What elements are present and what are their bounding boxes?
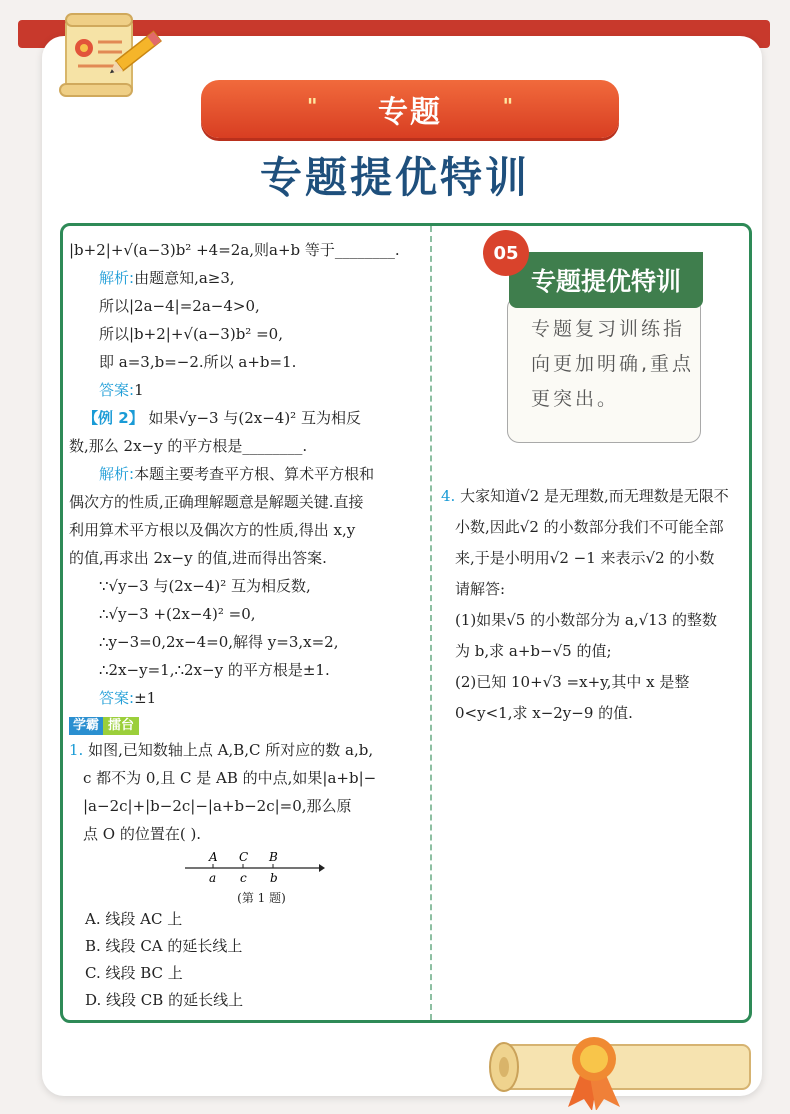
section-pill	[201, 80, 619, 138]
solution-line: 由题意知,a≥3,	[134, 269, 235, 287]
option-a: A. 线段 AC 上	[85, 910, 183, 928]
question-line: 大家知道√2 是无理数,而无理数是无限不	[460, 487, 729, 505]
question-4	[441, 481, 752, 729]
answer-label: 答案:	[99, 381, 135, 399]
question-line: 点 O 的位置在( ).	[83, 825, 202, 843]
tip-title: 专题提优特训	[509, 252, 703, 308]
content-frame	[60, 223, 752, 1023]
column-divider	[430, 226, 432, 1020]
quote-mark-left: "	[307, 94, 318, 118]
step-line: ∵√y−3 与(2x−4)² 互为相反数,	[99, 577, 311, 595]
section-pill-label: 专题	[378, 95, 442, 130]
answer-value: ±1	[134, 689, 157, 707]
option-c: C. 线段 BC 上	[85, 964, 183, 982]
problem-line: |b+2|+√(a−3)b² +4=2a,则a+b 等于________.	[69, 241, 400, 259]
step-line: ∴2x−y=1,∴2x−y 的平方根是±1.	[99, 661, 330, 679]
section-badge-xueba: 学霸	[69, 717, 103, 735]
solution-line: 即 a=3,b=−2.所以 a+b=1.	[99, 353, 297, 371]
question-line: (1)如果√5 的小数部分为 a,√13 的整数	[455, 611, 718, 629]
step-line: ∴√y−3 +(2x−4)² =0,	[99, 605, 256, 623]
answer-value: 1	[134, 381, 144, 399]
question-line: 请解答:	[455, 580, 506, 598]
answer-label: 答案:	[99, 689, 135, 707]
analysis-line: 偶次方的性质,正确理解题意是解题关键.直接	[69, 493, 364, 511]
point-label-C: C	[239, 850, 249, 864]
question-number: 1.	[69, 741, 84, 759]
analysis-label: 解析:	[99, 465, 135, 483]
certificate-scroll-icon	[52, 6, 162, 106]
question-line: |a−2c|+|b−2c|−|a+b−2c|=0,那么原	[83, 797, 352, 815]
solution-line: 所以|b+2|+√(a−3)b² =0,	[99, 325, 283, 343]
example-line: 如果√y−3 与(2x−4)² 互为相反	[148, 409, 361, 427]
tip-text: 专题复习训练指向更加明确,重点更突出。	[531, 318, 695, 410]
example-line: 数,那么 2x−y 的平方根是________.	[69, 437, 308, 455]
value-label-b: b	[270, 871, 278, 885]
solution-line: 所以|2a−4|=2a−4>0,	[99, 297, 260, 315]
value-label-c: c	[240, 871, 247, 885]
figure-caption: (第 1 题)	[237, 891, 286, 905]
value-label-a: a	[209, 871, 217, 885]
question-line: 0<y<1,求 x−2y−9 的值.	[455, 704, 633, 722]
question-line: 为 b,求 a+b−√5 的值;	[455, 642, 612, 660]
question-number: 4.	[441, 487, 456, 505]
analysis-line: 利用算术平方根以及偶次方的性质,得出 x,y	[69, 521, 356, 539]
question-line: 来,于是小明用√2 −1 来表示√2 的小数	[455, 549, 715, 567]
step-line: ∴y−3=0,2x−4=0,解得 y=3,x=2,	[99, 633, 339, 651]
number-line-svg	[185, 848, 325, 890]
number-badge: 05	[483, 230, 529, 276]
analysis-label: 解析:	[99, 269, 135, 287]
point-label-B: B	[269, 850, 278, 864]
analysis-line: 本题主要考查平方根、算术平方根和	[134, 465, 375, 483]
section-badge-leitai: 擂台	[103, 717, 139, 735]
left-column	[69, 236, 424, 1014]
rolled-scroll-icon	[480, 1015, 780, 1110]
option-d: D. 线段 CB 的延长线上	[85, 991, 244, 1009]
point-label-A: A	[209, 850, 218, 864]
question-line: (2)已知 10+√3 =x+y,其中 x 是整	[455, 673, 690, 691]
option-b: B. 线段 CA 的延长线上	[85, 937, 243, 955]
page-title: 专题提优特训	[259, 153, 530, 202]
number-line-figure	[185, 848, 325, 890]
quote-mark-right: "	[502, 94, 513, 118]
question-line: c 都不为 0,且 C 是 AB 的中点,如果|a+b|−	[83, 769, 377, 787]
question-line: 如图,已知数轴上点 A,B,C 所对应的数 a,b,	[88, 741, 374, 759]
analysis-line: 的值,再求出 2x−y 的值,进而得出答案.	[69, 549, 327, 567]
question-line: 小数,因此√2 的小数部分我们不可能全部	[455, 518, 724, 536]
example-tag: 【例 2】	[83, 409, 144, 427]
